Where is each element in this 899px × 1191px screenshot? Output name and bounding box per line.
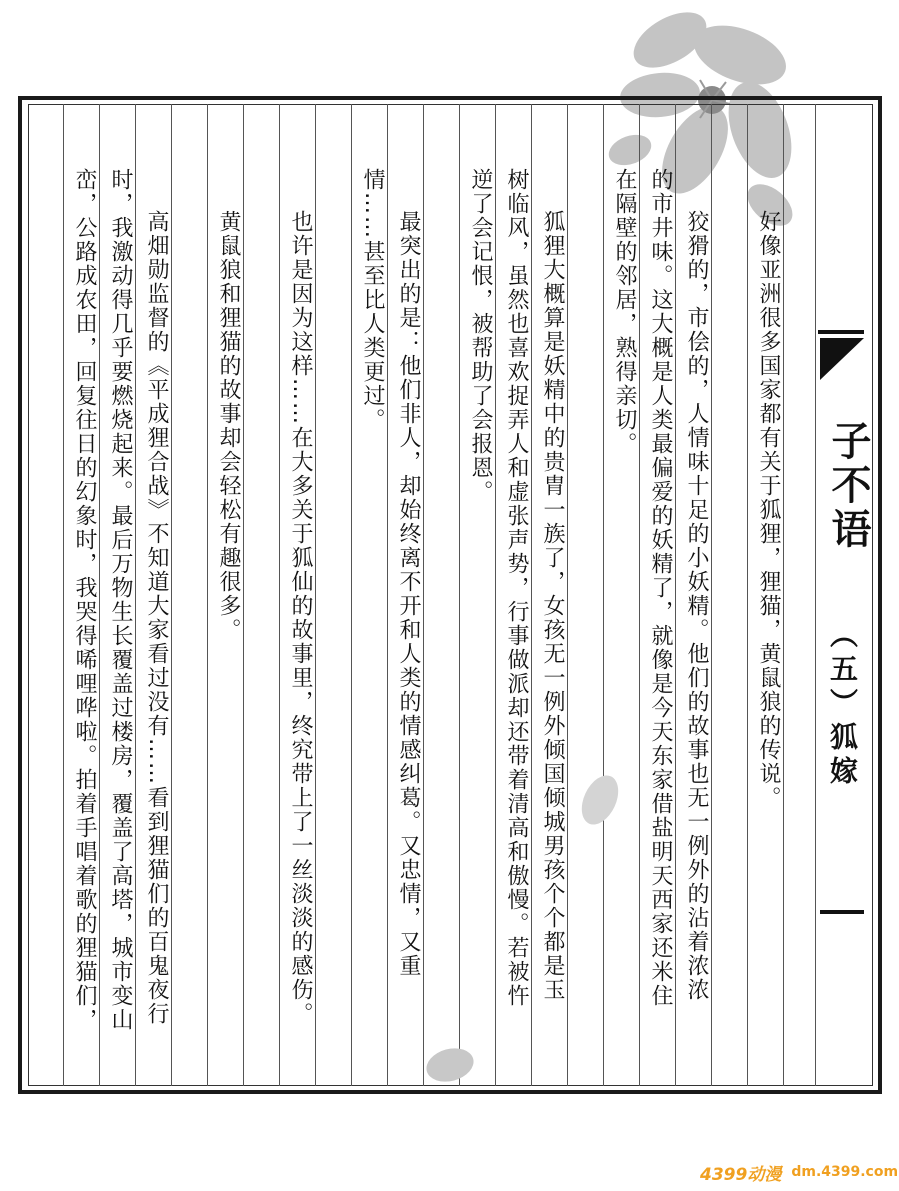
text-column: 黄鼠狼和狸猫的故事却会轻松有趣很多。 (216, 210, 241, 642)
text-column: 峦，公路成农田，回复往日的幻象时，我哭得唏哩哗啦。拍着手唱着歌的狸猫们， (72, 168, 97, 1032)
chapter-title-block (816, 330, 871, 920)
watermark-logo: 4399动漫 (700, 1164, 782, 1185)
text-column: 最突出的是：他们非人，却始终离不开和人类的情感纠葛。又忠情，又重 (396, 210, 421, 978)
column-rule (279, 104, 280, 1086)
text-column: 逆了会记恨，被帮助了会报恩。 (468, 168, 493, 504)
column-rule (351, 104, 352, 1086)
text-column: 高畑勋监督的《平成狸合战》不知道大家看过没有……看到狸猫们的百鬼夜行 (144, 210, 169, 1026)
text-column: 树临风，虽然也喜欢捉弄人和虚张声势，行事做派却还带着清高和傲慢。若被忤 (504, 168, 529, 1008)
chapter-title: 子不语 (825, 420, 871, 552)
text-column: 好像亚洲很多国家都有关于狐狸，狸猫，黄鼠狼的传说。 (756, 210, 781, 810)
text-column: 情……甚至比人类更过。 (360, 168, 385, 432)
column-rule (459, 104, 460, 1086)
text-column: 在隔壁的邻居，熟得亲切。 (612, 168, 637, 456)
site-watermark (700, 1160, 898, 1184)
watermark-url: dm.4399.com (791, 1164, 899, 1180)
column-rule (747, 104, 748, 1086)
title-underline (820, 910, 864, 914)
column-rule (207, 104, 208, 1086)
chapter-subtitle: （五）狐嫁 (826, 620, 859, 790)
column-rule (603, 104, 604, 1086)
text-column: 的市井味。这大概是人类最偏爱的妖精了，就像是今天东家借盐明天西家还米住 (648, 168, 673, 1008)
text-column: 也许是因为这样……在大多关于狐仙的故事里，终究带上了一丝淡淡的感伤。 (288, 210, 313, 1026)
text-column: 时，我激动得几乎要燃烧起来。最后万物生长覆盖过楼房，覆盖了高塔，城市变山 (108, 168, 133, 1032)
text-column: 狐狸大概算是妖精中的贵胄一族了，女孩无一例外倾国倾城男孩个个都是玉 (540, 210, 565, 1002)
column-rule (63, 104, 64, 1086)
text-column: 狡猾的，市侩的，人情味十足的小妖精。他们的故事也无一例外的沾着浓浓 (684, 210, 709, 1002)
title-wedge-mark (816, 330, 868, 390)
